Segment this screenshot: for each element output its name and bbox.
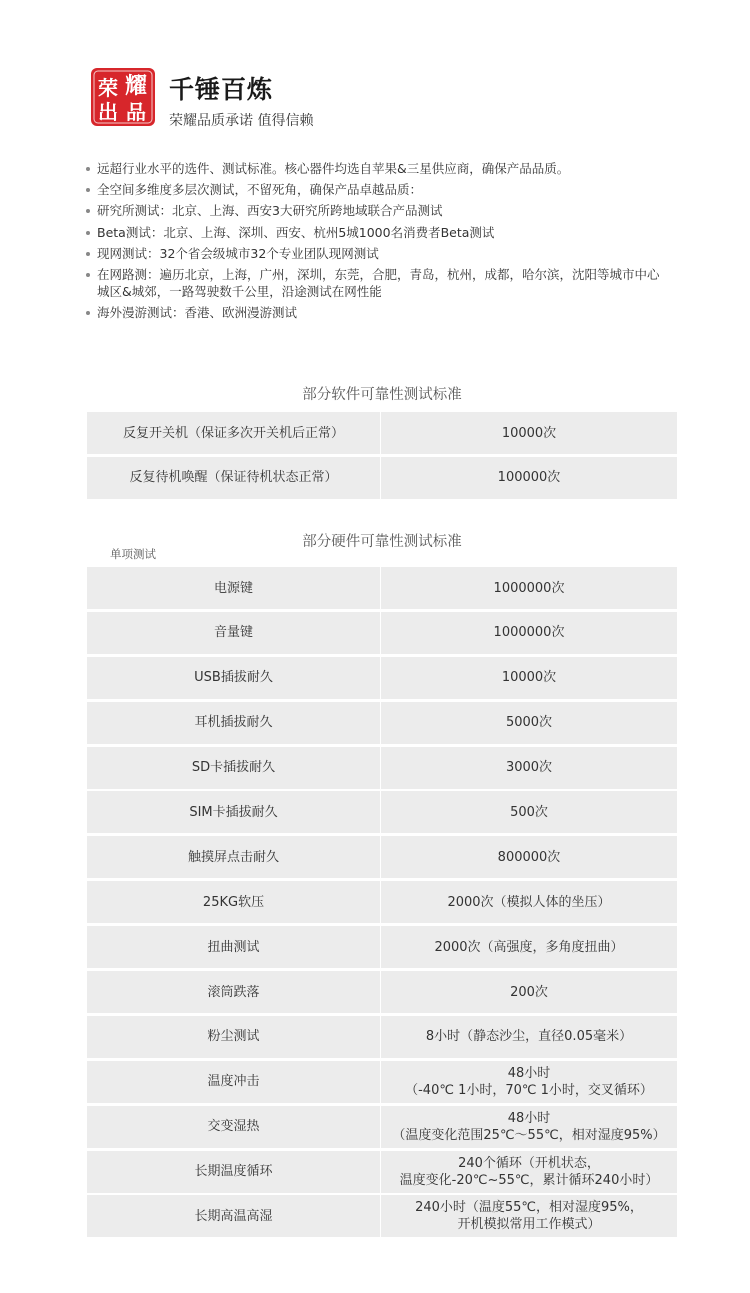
bullet-dot-icon: [86, 188, 90, 192]
header: [90, 66, 690, 130]
test-value-cell: [381, 1065, 677, 1099]
test-value-cell: [381, 1199, 677, 1233]
bullet-dot-icon: [86, 252, 90, 256]
list-item: [84, 245, 664, 262]
hardware-section-title: 部分硬件可靠性测试标准: [302, 534, 462, 550]
bullet-dot-icon: [86, 273, 90, 277]
test-value-cell: [381, 624, 677, 641]
software-section-title: 部分软件可靠性测试标准: [302, 387, 462, 403]
test-value-line: 240个循环（开机状态，: [458, 1155, 600, 1171]
test-item-cell: 反复开关机（保证多次开关机后正常）: [87, 412, 381, 454]
list-item-text: 研究所测试：北京、上海、西安3大研究所跨地域联合产品测试: [97, 203, 443, 219]
test-item-cell: 耳机插拔耐久: [87, 702, 381, 744]
svg-text:出: 出: [98, 100, 118, 124]
test-value-line-2: 温度变化-20℃~55℃，累计循环240小时）: [399, 1172, 659, 1188]
test-value-cell: [381, 894, 677, 911]
list-item: [84, 266, 664, 300]
test-description-list: [84, 160, 664, 325]
test-value-cell: [381, 425, 677, 442]
test-item-cell: SIM卡插拔耐久: [87, 791, 381, 833]
test-value-line: 800000次: [497, 849, 561, 865]
test-item-cell: 交变湿热: [87, 1106, 381, 1148]
test-value-line: 240小时（温度55℃，相对湿度95%，: [415, 1200, 643, 1216]
table-row: [87, 1016, 677, 1058]
list-item: [84, 304, 664, 321]
software-test-table: [87, 412, 677, 502]
test-value-line-2: 开机模拟常用工作模式）: [457, 1217, 601, 1233]
bullet-dot-icon: [86, 311, 90, 315]
test-value-line-2: （温度变化范围25℃～55℃，相对湿度95%）: [392, 1127, 666, 1143]
test-value-line: 48小时: [507, 1065, 551, 1081]
list-item: [84, 202, 664, 219]
table-row: [87, 791, 677, 833]
test-value-cell: [381, 849, 677, 866]
test-value-cell: [381, 1110, 677, 1144]
test-value-line: 48小时: [507, 1110, 551, 1126]
test-value-cell: [381, 469, 677, 486]
test-value-cell: [381, 714, 677, 731]
svg-text:耀: 耀: [124, 74, 148, 99]
single-test-label: 单项测试: [110, 547, 156, 561]
test-value-line: 10000次: [501, 425, 557, 441]
list-item: [84, 181, 664, 198]
list-item-text: 海外漫游测试：香港、欧洲漫游测试: [97, 305, 298, 321]
test-item-cell: 音量键: [87, 612, 381, 654]
test-value-line: 8小时（静态沙尘，直径0.05毫米）: [425, 1029, 633, 1045]
test-value-cell: [381, 1028, 677, 1045]
test-value-cell: [381, 939, 677, 956]
table-row: [87, 881, 677, 923]
table-row: [87, 657, 677, 699]
test-item-cell: 电源键: [87, 567, 381, 609]
table-row: [87, 1151, 677, 1193]
test-value-line: 1000000次: [493, 625, 565, 641]
test-value-cell: [381, 669, 677, 686]
test-item-cell: 滚筒跌落: [87, 971, 381, 1013]
test-value-line: 200次: [510, 984, 548, 1000]
test-value-line: 2000次（高强度，多角度扭曲）: [434, 939, 624, 955]
table-row: [87, 702, 677, 744]
test-item-cell: 长期高温高湿: [87, 1195, 381, 1237]
honor-seal-logo: [90, 66, 156, 128]
brand-subtitle: 荣耀品质承诺 值得信赖: [169, 113, 314, 129]
list-item-text: 远超行业水平的选件、测试标准。核心器件均选自苹果&三星供应商，确保产品品质。: [97, 161, 570, 176]
test-value-line: 500次: [510, 804, 548, 820]
list-item-text: 全空间多维度多层次测试，不留死角，确保产品卓越品质：: [97, 182, 423, 198]
test-item-cell: 扭曲测试: [87, 926, 381, 968]
test-item-cell: USB插拔耐久: [87, 657, 381, 699]
table-row: [87, 412, 677, 454]
table-row: [87, 971, 677, 1013]
list-item: [84, 224, 664, 241]
test-value-cell: [381, 1155, 677, 1189]
list-item-text: Beta测试：北京、上海、深圳、西安、杭州5城1000名消费者Beta测试: [97, 224, 495, 240]
test-value-line: 100000次: [497, 470, 561, 486]
test-item-cell: 25KG软压: [87, 881, 381, 923]
test-item-cell: 反复待机唤醒（保证待机状态正常）: [87, 457, 381, 499]
test-item-cell: 温度冲击: [87, 1061, 381, 1103]
table-row: [87, 747, 677, 789]
test-value-line: 10000次: [501, 670, 557, 686]
test-value-line: 1000000次: [493, 580, 565, 596]
table-row: [87, 1106, 677, 1148]
test-value-line: 5000次: [505, 715, 553, 731]
test-value-cell: [381, 759, 677, 776]
test-value-line-2: （-40℃ 1小时，70℃ 1小时，交叉循环）: [405, 1082, 653, 1098]
bullet-dot-icon: [86, 167, 90, 171]
table-row: [87, 1195, 677, 1237]
test-item-cell: SD卡插拔耐久: [87, 747, 381, 789]
list-item-text: 在网路测：遍历北京，上海，广州，深圳，东莞，合肥，青岛，杭州，成都，哈尔滨，沈阳等城市中心城区&城郊，一路驾驶数千公里，沿途测试在网性能: [97, 266, 660, 299]
brand-title: 千锤百炼: [169, 75, 274, 104]
bullet-dot-icon: [86, 209, 90, 213]
list-item-text: 现网测试：32个省会级城市32个专业团队现网测试: [97, 245, 379, 261]
list-item: [84, 160, 664, 177]
table-row: [87, 836, 677, 878]
svg-text:荣: 荣: [98, 76, 118, 100]
test-item-cell: 长期温度循环: [87, 1151, 381, 1193]
test-value-cell: [381, 804, 677, 821]
test-value-cell: [381, 984, 677, 1001]
test-item-cell: 触摸屏点击耐久: [87, 836, 381, 878]
table-row: [87, 457, 677, 499]
hardware-test-table: [87, 567, 677, 1240]
test-value-cell: [381, 580, 677, 597]
bullet-dot-icon: [86, 231, 90, 235]
test-value-line: 3000次: [505, 760, 553, 776]
test-value-line: 2000次（模拟人体的坐压）: [447, 894, 611, 910]
test-item-cell: 粉尘测试: [87, 1016, 381, 1058]
table-row: [87, 612, 677, 654]
svg-text:品: 品: [126, 100, 146, 124]
table-row: [87, 1061, 677, 1103]
table-row: [87, 926, 677, 968]
table-row: [87, 567, 677, 609]
